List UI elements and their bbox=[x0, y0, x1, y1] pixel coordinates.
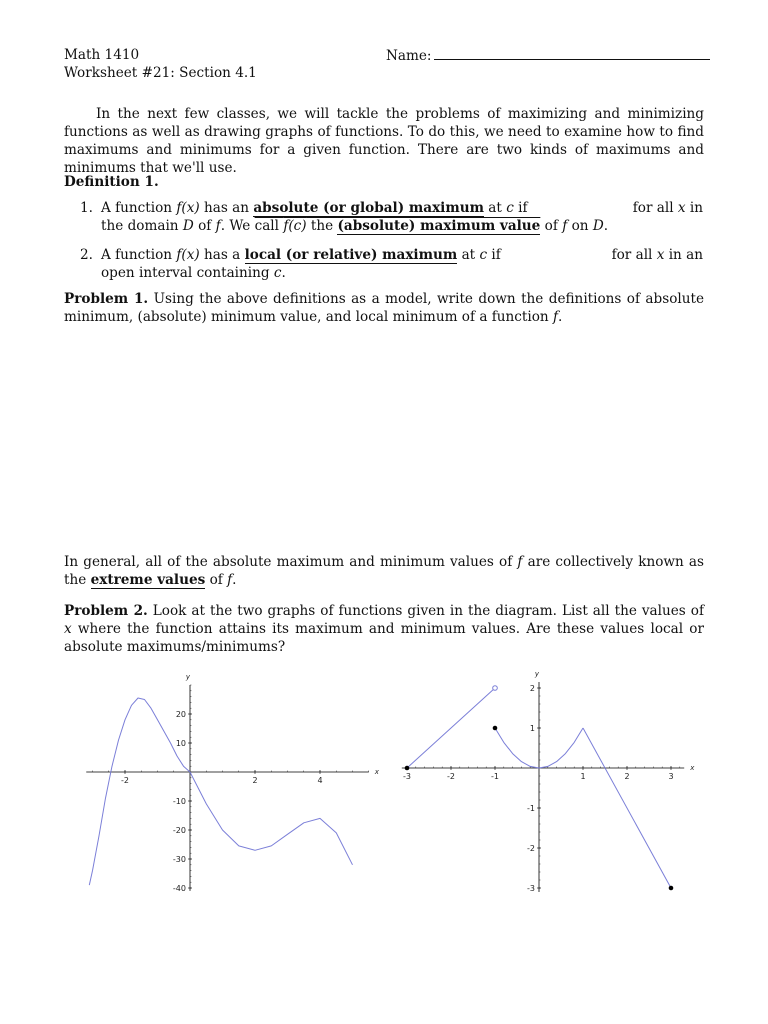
series-line bbox=[407, 688, 495, 768]
item-number: 1. bbox=[80, 200, 93, 216]
item-body: A function f(x) has a local (or relative) maximum at c if for all x in an open interval containing c. bbox=[101, 247, 703, 281]
name-field bbox=[386, 46, 710, 65]
y-tick-label: 10 bbox=[175, 739, 186, 748]
series-line bbox=[583, 728, 674, 888]
course-title: Math 1410 bbox=[64, 47, 140, 63]
x-axis-label: x bbox=[690, 764, 695, 772]
y-tick-label: -1 bbox=[527, 804, 535, 813]
item-body: A function f(x) has an absolute (or global) maximum at c if for all x in the domain D of f. We call f(c) the (absolute) maximum value of f on D. bbox=[101, 200, 703, 234]
problem-1-label: Problem 1. bbox=[64, 291, 149, 307]
closed-point bbox=[405, 766, 410, 771]
y-tick-label: -2 bbox=[527, 844, 535, 853]
closed-point bbox=[493, 726, 498, 731]
name-blank[interactable] bbox=[434, 46, 710, 60]
x-tick-label: 3 bbox=[668, 772, 674, 781]
x-tick-label: 4 bbox=[317, 776, 323, 785]
answer-space[interactable] bbox=[64, 335, 704, 545]
y-tick-label: 2 bbox=[529, 684, 535, 693]
name-label: Name: bbox=[386, 48, 432, 64]
worksheet-header bbox=[64, 46, 704, 82]
y-tick-label: -40 bbox=[172, 884, 186, 893]
closed-point bbox=[669, 886, 674, 891]
y-tick-label: -30 bbox=[172, 855, 186, 864]
term-local-maximum: local (or relative) maximum bbox=[244, 247, 458, 263]
series-line bbox=[89, 698, 352, 885]
y-axis-label: y bbox=[185, 673, 191, 681]
definition-item-1 bbox=[0, 199, 768, 239]
x-tick-label: -2 bbox=[447, 772, 455, 781]
x-tick-label: 2 bbox=[252, 776, 258, 785]
definition-item-2 bbox=[0, 246, 768, 286]
x-tick-label: 1 bbox=[580, 772, 586, 781]
open-point bbox=[493, 686, 498, 691]
left-function-graph bbox=[75, 672, 379, 897]
x-tick-label: 2 bbox=[624, 772, 630, 781]
worksheet-title: Worksheet #21: Section 4.1 bbox=[64, 65, 257, 81]
term-extreme-values: extreme values bbox=[90, 572, 206, 588]
x-tick-label: -1 bbox=[491, 772, 499, 781]
y-tick-label: -10 bbox=[172, 797, 186, 806]
problem-2: Problem 2. Look at the two graphs of functions given in the diagram. List all the values of x where the function attains its maximum and minimum values. Are these values local or absolute maximums/minimums? bbox=[64, 603, 704, 655]
y-tick-label: 20 bbox=[175, 710, 186, 719]
x-tick-label: -3 bbox=[403, 772, 411, 781]
item-number: 2. bbox=[80, 247, 93, 263]
term-absolute-maximum-value: (absolute) maximum value bbox=[337, 218, 541, 234]
y-tick-label: -20 bbox=[172, 826, 186, 835]
problem-1: Problem 1. Using the above definitions as a model, write down the definitions of absolute minimum, (absolute) minimum value, and local minimum of a function f. bbox=[64, 291, 704, 325]
problem-2-label: Problem 2. bbox=[64, 603, 148, 619]
x-axis-label: x bbox=[374, 768, 379, 776]
extreme-values-paragraph: In general, all of the absolute maximum and minimum values of f are collectively known as the extreme values of f. bbox=[64, 554, 705, 588]
x-tick-label: -2 bbox=[121, 776, 129, 785]
y-tick-label: 1 bbox=[529, 724, 535, 733]
intro-paragraph: In the next few classes, we will tackle the problems of maximizing and minimizing functions as well as drawing graphs of functions. To do this, we need to examine how to find maximums and minimums for a given function. There are two kinds of maximums and minimums that we'll use. bbox=[64, 106, 704, 176]
term-absolute-maximum: absolute (or global) maximum bbox=[253, 200, 484, 216]
definition-title: Definition 1. bbox=[64, 174, 159, 190]
right-function-graph bbox=[393, 672, 698, 897]
y-axis-label: y bbox=[534, 670, 540, 678]
y-tick-label: -3 bbox=[527, 884, 535, 893]
